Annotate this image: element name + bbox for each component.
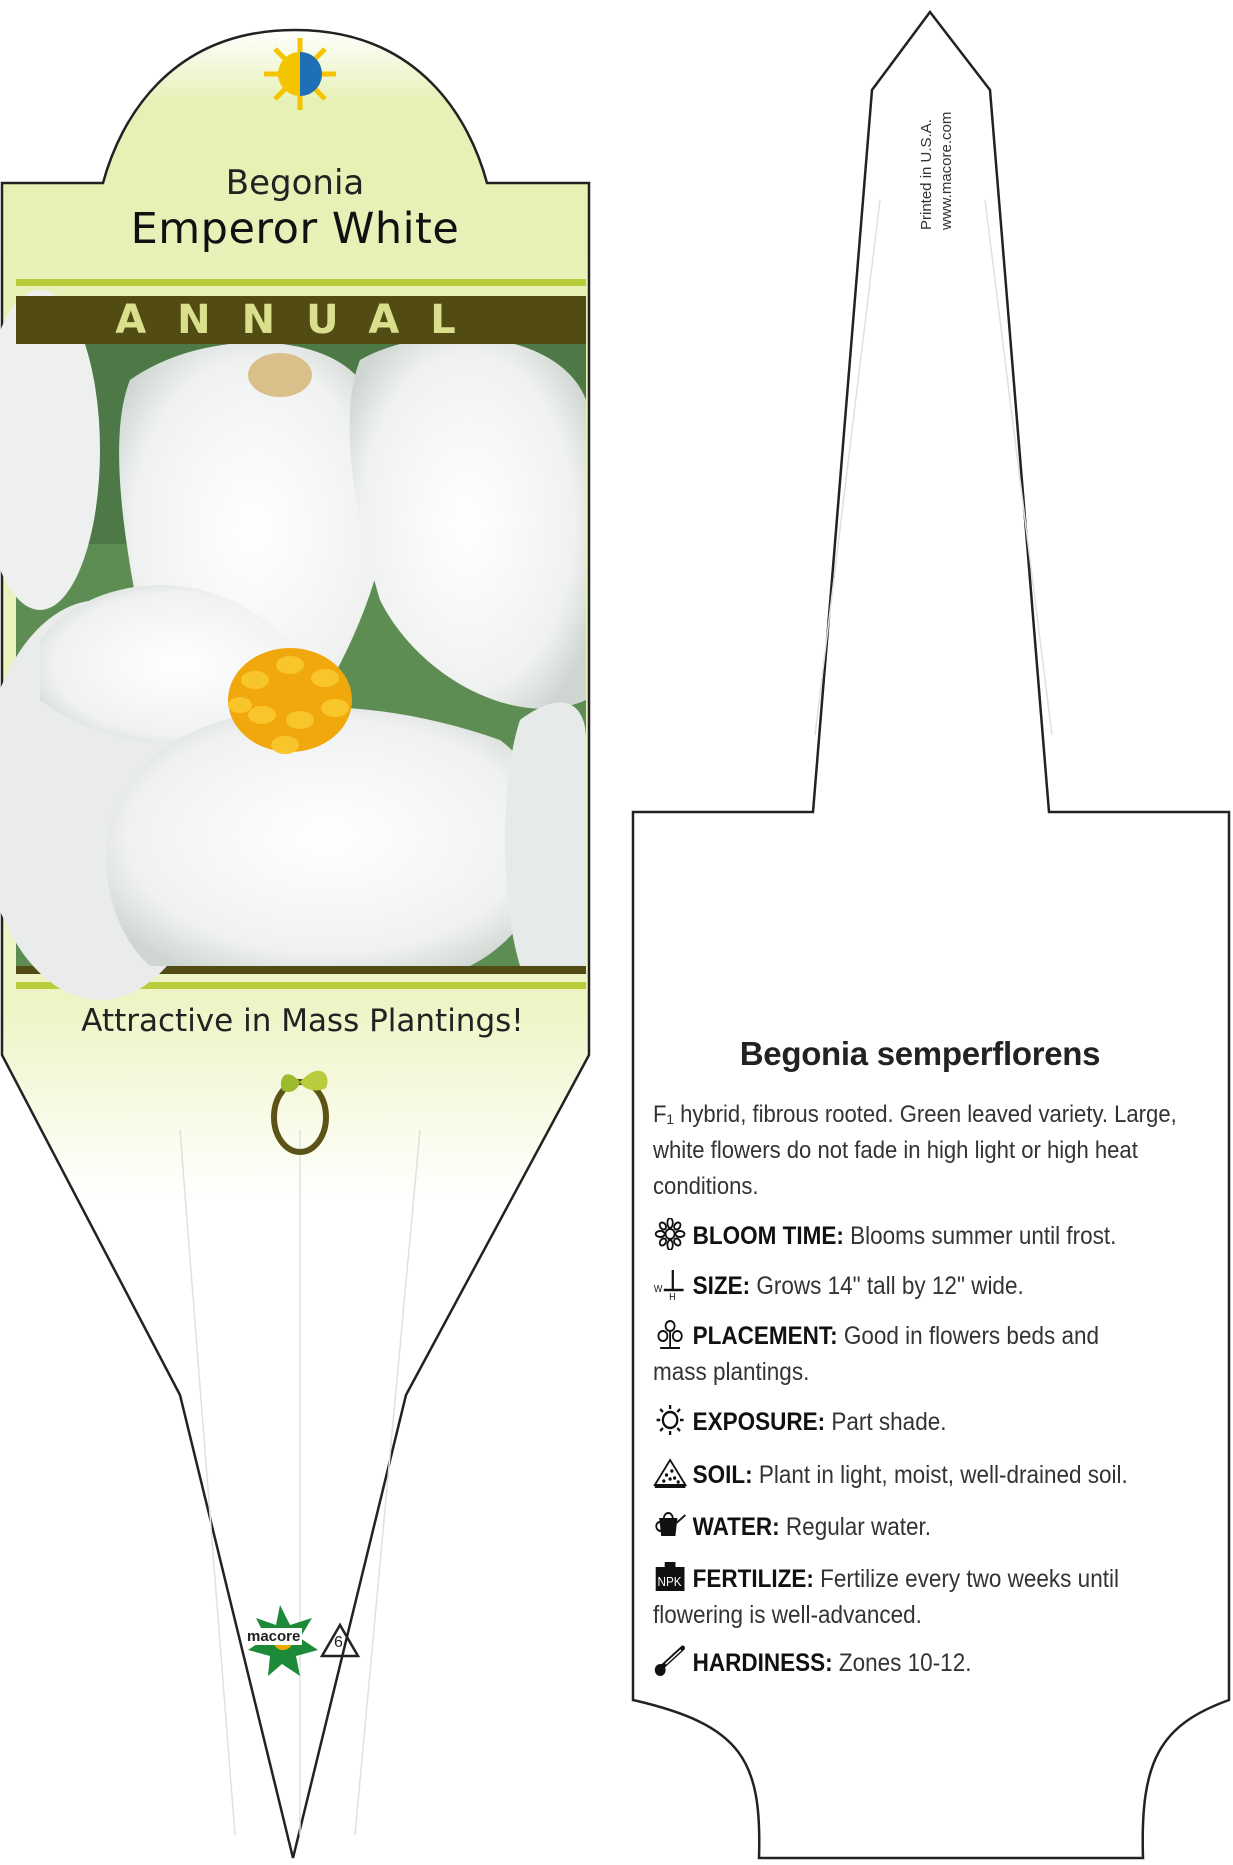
category-band: ANNUAL [16, 296, 586, 344]
care-row-exposure [653, 1404, 1193, 1440]
npk-icon [653, 1561, 687, 1593]
care-label: FERTILIZE: [692, 1565, 814, 1593]
botanical-name: Begonia semperflorens [739, 1035, 1101, 1072]
printed-line-1: Printed in U.S.A. [918, 119, 935, 230]
variety-name: Emperor White [130, 204, 460, 254]
flower-icon [653, 1218, 687, 1250]
care-label: SOIL: [692, 1461, 753, 1489]
care-text: Regular water. [785, 1513, 932, 1541]
care-label: EXPOSURE: [692, 1408, 826, 1436]
care-row-soil [653, 1457, 1193, 1493]
care-text: Part shade. [831, 1408, 947, 1436]
size-icon-h: H [669, 1291, 676, 1300]
sun-icon [653, 1404, 687, 1436]
recycle-code: 6 [334, 1634, 343, 1651]
printed-in-label [917, 112, 957, 230]
size-icon-w: W [653, 1283, 663, 1296]
care-label: BLOOM TIME: [692, 1222, 844, 1250]
description: F₁ hybrid, fibrous rooted. Green leaved variety. Large, white flowers do not fade in high light or high heat conditions. [653, 1101, 1177, 1200]
care-text: Plant in light, moist, well-drained soil. [758, 1461, 1128, 1489]
care-label: WATER: [692, 1513, 780, 1541]
care-row-hardiness [653, 1645, 1193, 1681]
care-label: SIZE: [692, 1272, 751, 1300]
placement-icon [653, 1318, 687, 1350]
care-row-bloom-time [653, 1218, 1193, 1254]
care-text: Zones 10-12. [838, 1649, 972, 1677]
flower-photo [0, 290, 586, 1000]
size-icon [653, 1268, 687, 1300]
care-row-water [653, 1509, 1193, 1545]
care-row-fertilize [653, 1561, 1121, 1633]
genus-name: Begonia [225, 163, 365, 203]
care-text: Fertilize every two weeks until flowering is well-advanced. [653, 1565, 1119, 1629]
care-row-size [653, 1268, 1193, 1304]
watering-can-icon [653, 1509, 687, 1541]
care-text: Blooms summer until frost. [850, 1222, 1117, 1250]
printed-line-2: www.macore.com [938, 111, 955, 230]
care-row-placement [653, 1318, 1121, 1390]
thermometer-icon [653, 1645, 687, 1677]
care-text: Good in flowers beds and mass plantings. [653, 1322, 1100, 1386]
npk-label: NPK [657, 1574, 682, 1590]
macore-logo-text: macore [247, 1628, 301, 1645]
care-text: Grows 14" tall by 12" wide. [756, 1272, 1024, 1300]
care-label: HARDINESS: [692, 1649, 833, 1677]
care-label: PLACEMENT: [692, 1322, 838, 1350]
tagline: Attractive in Mass Plantings! [81, 1003, 524, 1039]
soil-icon [653, 1457, 687, 1489]
